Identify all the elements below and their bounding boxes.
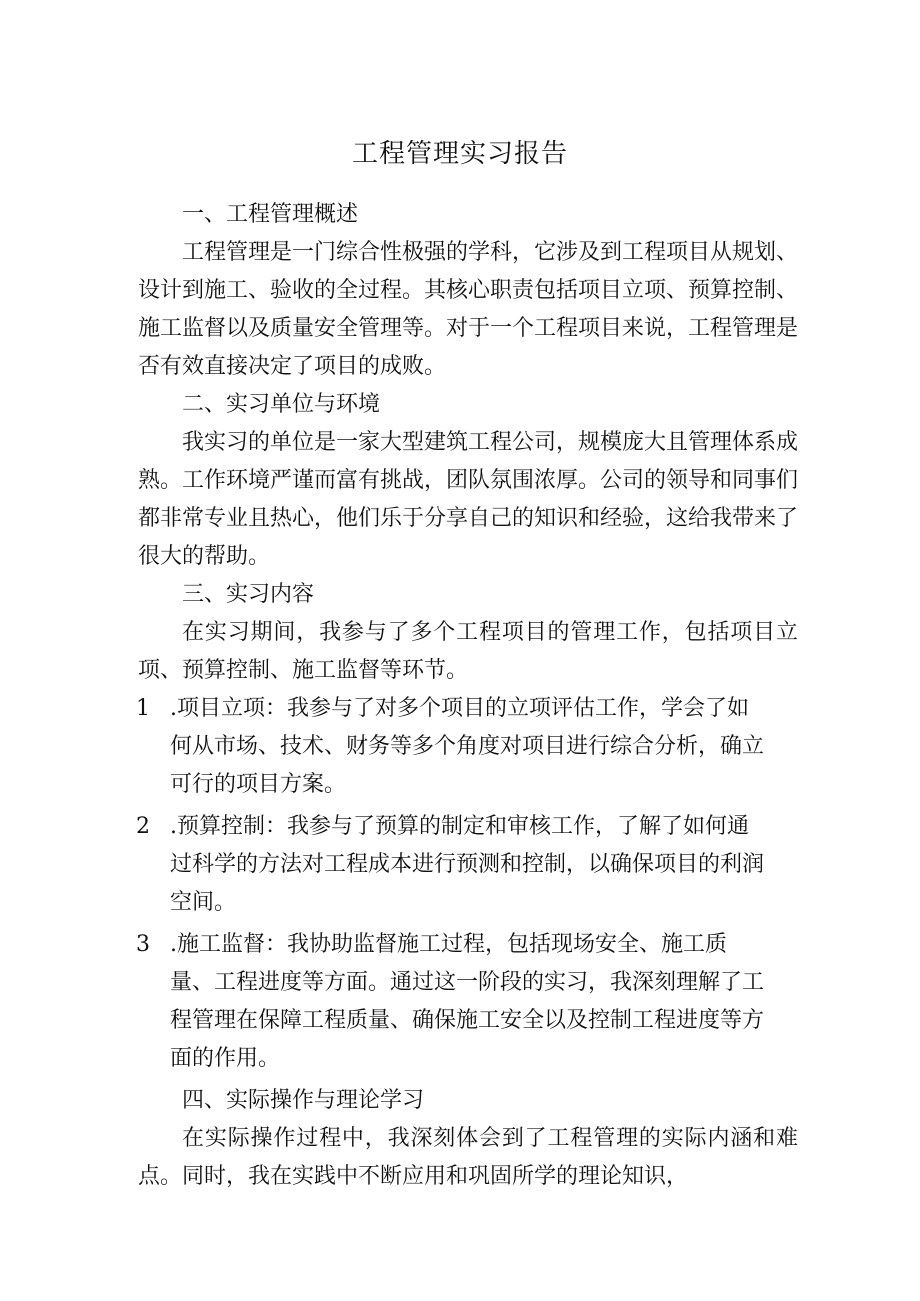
list-item bbox=[138, 926, 798, 1078]
list-item bbox=[138, 808, 798, 922]
list-item-number: 2 bbox=[136, 814, 150, 839]
section-paragraph-internship-unit: 我实习的单位是一家大型建筑工程公司，规模庞大且管理体系成熟。工作环境严谨而富有挑战，团队氛围浓厚。公司的领导和同事们都非常专业且热心，他们乐于分享自己的知识和经验，这给我带来了很大的帮助。 bbox=[138, 430, 799, 569]
list-item-number: 1 bbox=[136, 696, 150, 721]
section-heading-internship-unit: 二、实习单位与环境 bbox=[182, 392, 381, 417]
list-item-text: .预算控制：我参与了预算的制定和审核工作，了解了如何通过科学的方法对工程成本进行预测和控制，以确保项目的利润空间。 bbox=[170, 814, 765, 915]
section-paragraph-overview: 工程管理是一门综合性极强的学科，它涉及到工程项目从规划、设计到施工、验收的全过程。其核心职责包括项目立项、预算控制、施工监督以及质量安全管理等。对于一个工程项目来说，工程管理是否有效直接决定了项目的成败。 bbox=[138, 240, 799, 379]
document-title: 工程管理实习报告 bbox=[351, 139, 568, 169]
section-paragraph-internship-content: 在实习期间，我参与了多个工程项目的管理工作，包括项目立项、预算控制、施工监督等环节。 bbox=[138, 620, 798, 683]
list-item-text: .项目立项：我参与了对多个项目的立项评估工作，学会了如何从市场、技术、财务等多个角度对项目进行综合分析，确立可行的项目方案。 bbox=[170, 696, 765, 797]
list-item-number: 3 bbox=[136, 932, 150, 957]
list-item bbox=[138, 690, 798, 804]
section-paragraph-practice-theory: 在实际操作过程中，我深刻体会到了工程管理的实际内涵和难点。同时，我在实践中不断应用和巩固所学的理论知识， bbox=[138, 1126, 798, 1189]
document-body bbox=[138, 196, 798, 1196]
internship-content-list bbox=[138, 690, 798, 1078]
list-item-text: .施工监督：我协助监督施工过程，包括现场安全、施工质量、工程进度等方面。通过这一阶段的实习，我深刻理解了工程管理在保障工程质量、确保施工安全以及控制工程进度等方面的作用。 bbox=[170, 932, 765, 1071]
section-heading-overview: 一、工程管理概述 bbox=[182, 202, 359, 227]
section-heading-internship-content: 三、实习内容 bbox=[182, 582, 315, 607]
section-heading-practice-theory: 四、实际操作与理论学习 bbox=[182, 1088, 425, 1113]
